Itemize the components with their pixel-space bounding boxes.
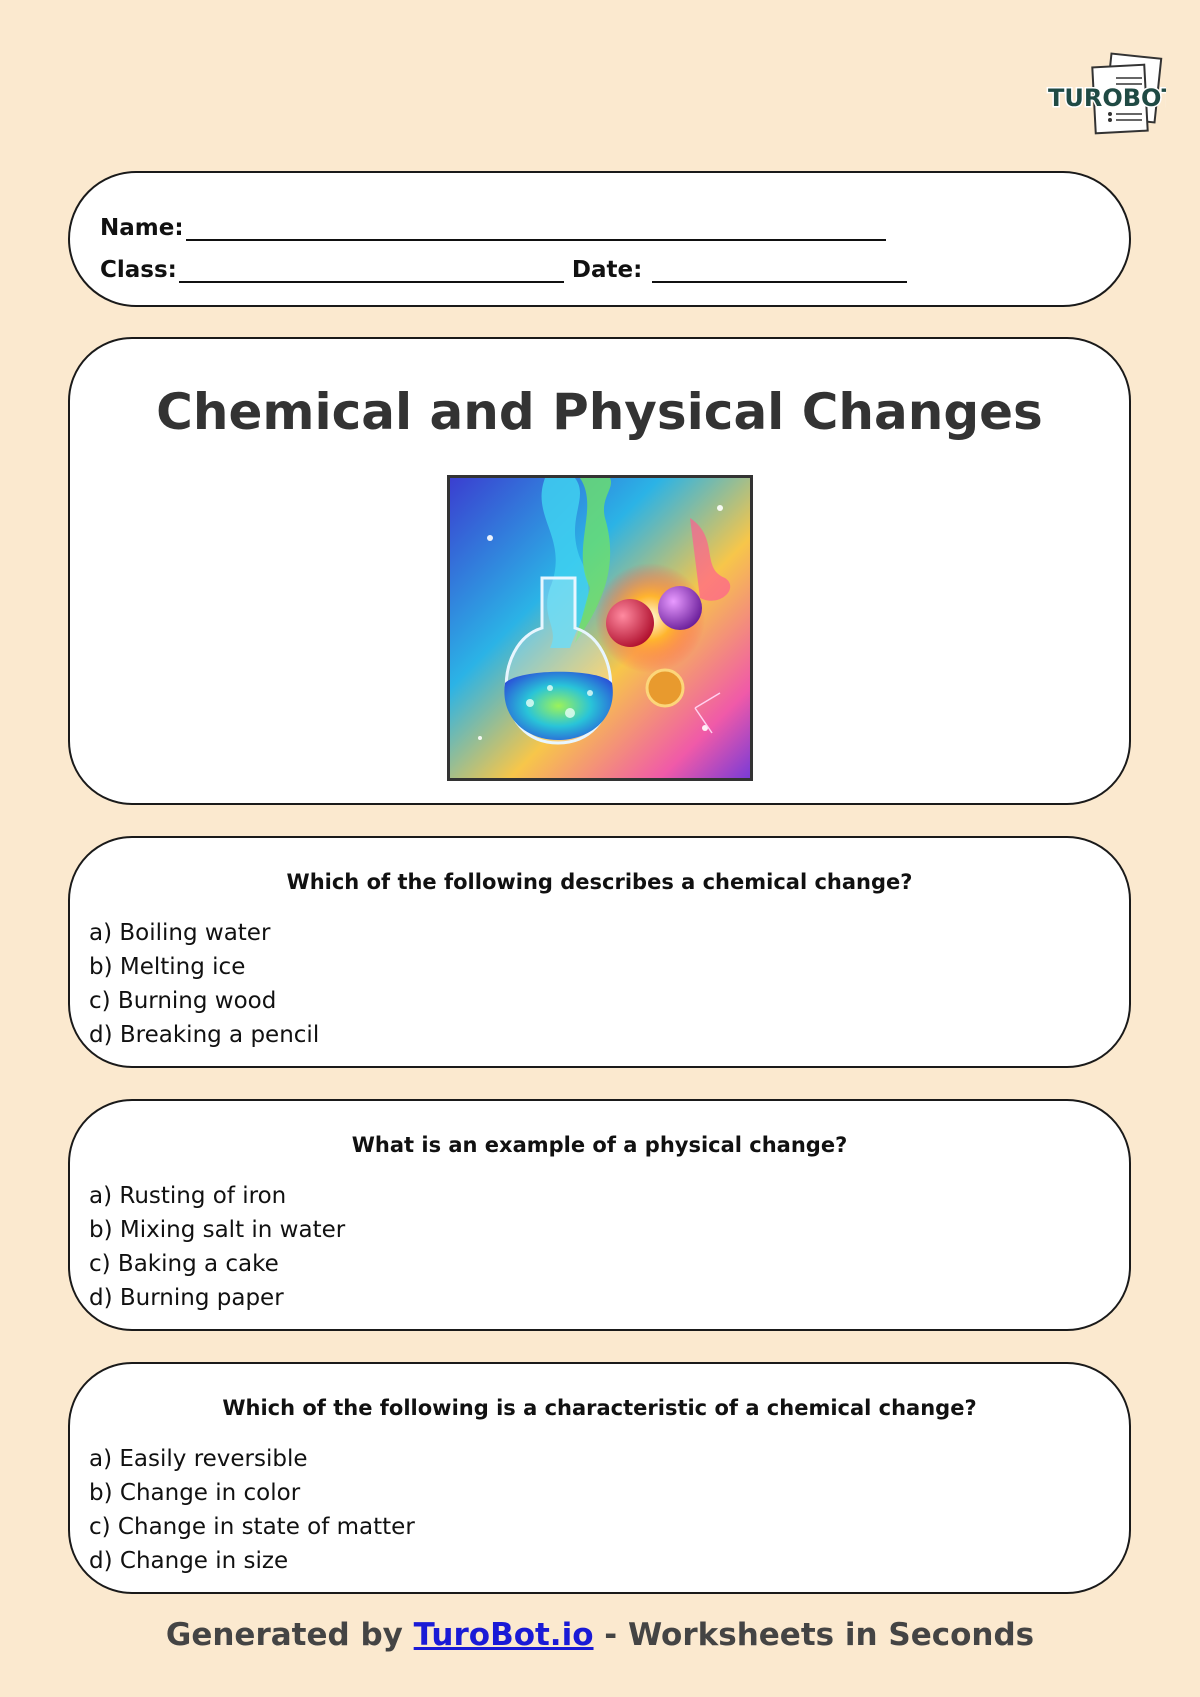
answer-option[interactable]: a) Rusting of iron xyxy=(89,1183,287,1209)
footer-suffix: - Worksheets in Seconds xyxy=(593,1617,1035,1653)
answer-option[interactable]: b) Mixing salt in water xyxy=(89,1217,346,1243)
worksheet-title: Chemical and Physical Changes xyxy=(156,383,1043,441)
answer-option[interactable]: c) Baking a cake xyxy=(89,1251,279,1277)
chemistry-illustration xyxy=(447,475,753,781)
turobot-link[interactable]: TuroBot.io xyxy=(413,1617,594,1653)
question-card-3 xyxy=(68,1362,1131,1594)
name-label: Name: xyxy=(100,215,184,241)
student-info-card xyxy=(68,171,1131,307)
answer-options xyxy=(89,1442,415,1578)
turobot-logo xyxy=(1046,52,1166,136)
name-line xyxy=(100,215,886,241)
answer-option[interactable]: d) Breaking a pencil xyxy=(89,1022,320,1048)
answer-option[interactable]: d) Burning paper xyxy=(89,1285,284,1311)
question-card-1 xyxy=(68,836,1131,1068)
date-field[interactable] xyxy=(652,257,907,283)
title-card xyxy=(68,337,1131,805)
footer xyxy=(0,1617,1200,1653)
answer-option[interactable]: b) Melting ice xyxy=(89,954,246,980)
answer-option[interactable]: c) Change in state of matter xyxy=(89,1514,415,1540)
answer-option[interactable]: c) Burning wood xyxy=(89,988,277,1014)
question-text: What is an example of a physical change? xyxy=(351,1133,848,1157)
answer-option[interactable]: a) Easily reversible xyxy=(89,1446,308,1472)
answer-option[interactable]: a) Boiling water xyxy=(89,920,271,946)
answer-option[interactable]: d) Change in size xyxy=(89,1548,289,1574)
footer-prefix: Generated by xyxy=(165,1617,414,1653)
class-date-line xyxy=(100,257,907,283)
answer-options xyxy=(89,1179,345,1315)
question-text: Which of the following is a characteristic of a chemical change? xyxy=(222,1396,977,1420)
answer-option[interactable]: b) Change in color xyxy=(89,1480,301,1506)
class-field[interactable] xyxy=(179,257,564,283)
name-field[interactable] xyxy=(186,215,886,241)
question-card-2 xyxy=(68,1099,1131,1331)
answer-options xyxy=(89,916,319,1052)
date-label: Date: xyxy=(571,257,643,283)
logo-text: TUROBOT xyxy=(1048,84,1166,112)
class-label: Class: xyxy=(100,257,177,283)
question-text: Which of the following describes a chemical change? xyxy=(286,870,913,894)
